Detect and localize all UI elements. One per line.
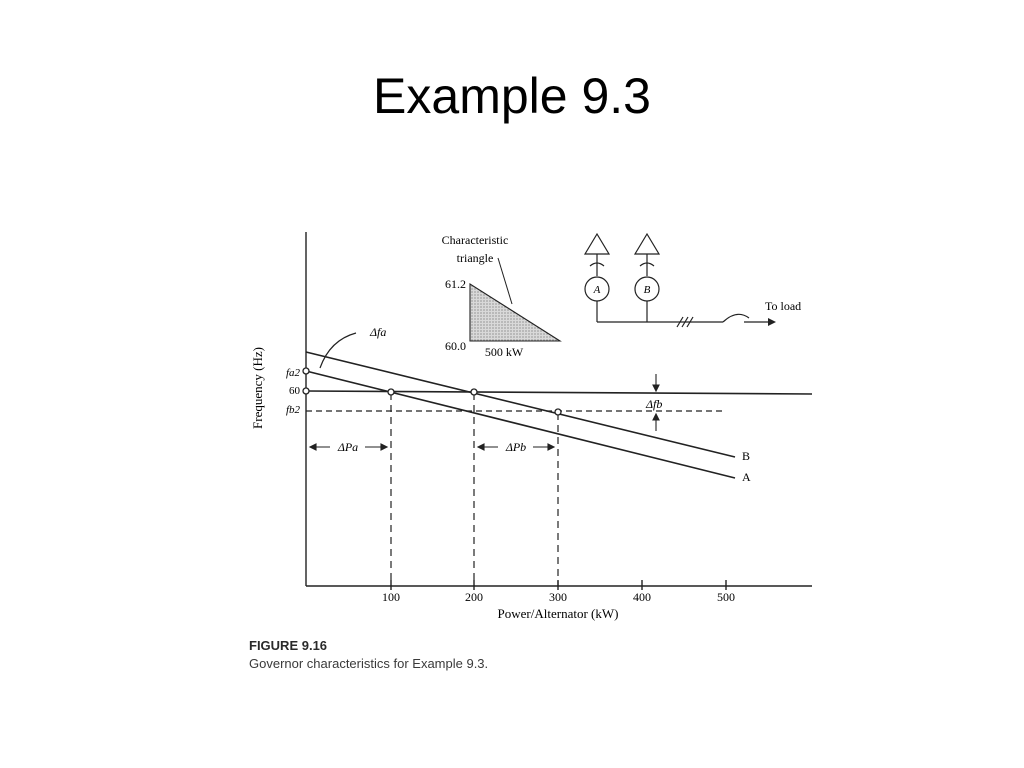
prime-mover-a-icon — [585, 234, 609, 254]
load-label: To load — [765, 299, 802, 313]
load-arrow-icon — [768, 318, 776, 326]
x-tick-label-400: 400 — [633, 590, 651, 604]
characteristic-triangle — [470, 284, 560, 341]
inset-title-line2: triangle — [456, 251, 494, 265]
switch-icon — [723, 314, 749, 322]
slide-title: Example 9.3 — [373, 68, 651, 124]
line-b-label: B — [742, 449, 751, 463]
generator-schematic — [585, 234, 770, 327]
line-a — [306, 371, 735, 478]
triangle-leader — [498, 258, 512, 304]
characteristic-triangle-inset — [470, 258, 560, 341]
delta-fb-label: Δfb — [646, 397, 663, 411]
inset-bottom-value: 60.0 — [445, 339, 466, 353]
point-fa2 — [303, 368, 309, 374]
x-axis-label: Power/Alternator (kW) — [497, 606, 619, 621]
vertical-dashed-lines — [391, 393, 558, 586]
delta-pa-label: ΔPa — [337, 440, 359, 454]
inset-title-line1: Characteristic — [441, 233, 509, 247]
generator-a-label: A — [593, 284, 601, 296]
figure-caption-text: Governor characteristics for Example 9.3. — [249, 656, 489, 671]
y-tick-label-60: 60 — [289, 385, 300, 397]
x-tick-label-200: 200 — [465, 590, 483, 604]
delta-fa-label: Δfa — [370, 325, 387, 339]
delta-pb-label: ΔPb — [505, 440, 527, 454]
line-60hz — [306, 391, 812, 394]
inset-top-value: 61.2 — [445, 277, 466, 291]
y-tick-label-fb2: fb2 — [285, 404, 300, 416]
y-axis-label: Frequency (Hz) — [250, 347, 265, 429]
point-60-b — [303, 388, 309, 394]
y-tick-label-fa2: fa2 — [285, 367, 300, 379]
point-300-a — [555, 409, 561, 415]
inset-width-value: 500 kW — [484, 345, 524, 359]
figure-caption-title: FIGURE 9.16 — [249, 638, 328, 653]
point-100-a — [388, 389, 394, 395]
generator-b-label: B — [643, 284, 651, 296]
line-a-label: A — [742, 470, 751, 484]
point-200-b — [471, 389, 477, 395]
x-tick-label-300: 300 — [549, 590, 567, 604]
prime-mover-b-icon — [635, 234, 659, 254]
x-tick-label-500: 500 — [717, 590, 735, 604]
x-tick-label-100: 100 — [382, 590, 400, 604]
